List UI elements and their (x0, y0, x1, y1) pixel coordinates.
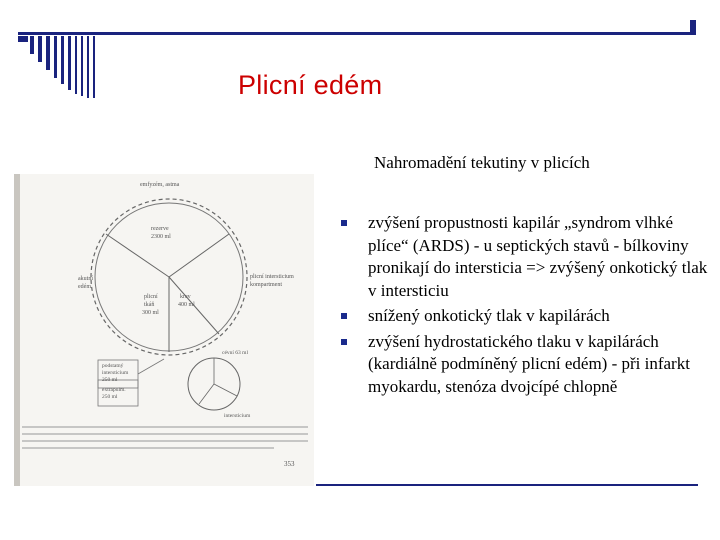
lung-volume-diagram (14, 174, 314, 486)
fig-small-2: extrapulm. (102, 387, 126, 393)
bullet-square-icon (341, 339, 347, 345)
bullet-text: zvýšení hydrostatického tlaku v kapilárách (kardiálně podmíněný plicní edém) - při infarkt myokardu, stenóza dvojcípé chlopně (368, 331, 690, 396)
slide-subtitle: Nahromadění tekutiny v plicích (374, 153, 590, 172)
bullet-item (338, 305, 714, 328)
textbook-figure (14, 174, 314, 486)
fig-sector-rezerve: rezerve (151, 226, 169, 232)
slide-title: Plicní edém (238, 70, 383, 100)
fig-page-number: 353 (284, 460, 295, 468)
fig-center-right-1: krev (180, 294, 191, 300)
bottom-rule (316, 484, 698, 486)
fig-right-label-2: kompartment (250, 282, 282, 288)
fig-small-2b: 250 ml (102, 394, 118, 400)
bullet-text: snížený onkotický tlak v kapilárách (368, 306, 610, 325)
bullet-item (338, 331, 714, 399)
fig-small-1c: 250 ml (102, 377, 118, 383)
bullet-list (338, 212, 714, 401)
fig-small-4: intersticium (224, 413, 251, 419)
fig-sector-rezerve-value: 2300 ml (151, 234, 171, 240)
fig-center-right-2: 400 ml (178, 302, 195, 308)
fig-center-left-3: 300 ml (142, 310, 159, 316)
fig-small-3: cévní 63 ml (222, 350, 248, 356)
fig-top-label: emfyzém, astma (140, 182, 180, 188)
fig-right-label-1: plicní intersticium (250, 274, 294, 280)
fig-left-label-2: edém (78, 284, 91, 290)
bullet-item (338, 212, 714, 302)
fig-small-1: podstatný (102, 363, 124, 369)
bullet-square-icon (341, 313, 347, 319)
fig-small-1b: intersticium (102, 370, 129, 376)
bullet-text: zvýšení propustnosti kapilár „syndrom vlhké plíce“ (ARDS) - u septických stavů - bílkoviny pronikají do intersticia => zvýšený onkotický tlak v intersticiu (368, 213, 708, 300)
bullet-square-icon (341, 220, 347, 226)
fig-center-left-1: plicní (144, 294, 158, 300)
fig-center-left-2: tkáň (144, 302, 155, 308)
fig-left-label-1: akutní (78, 276, 93, 282)
